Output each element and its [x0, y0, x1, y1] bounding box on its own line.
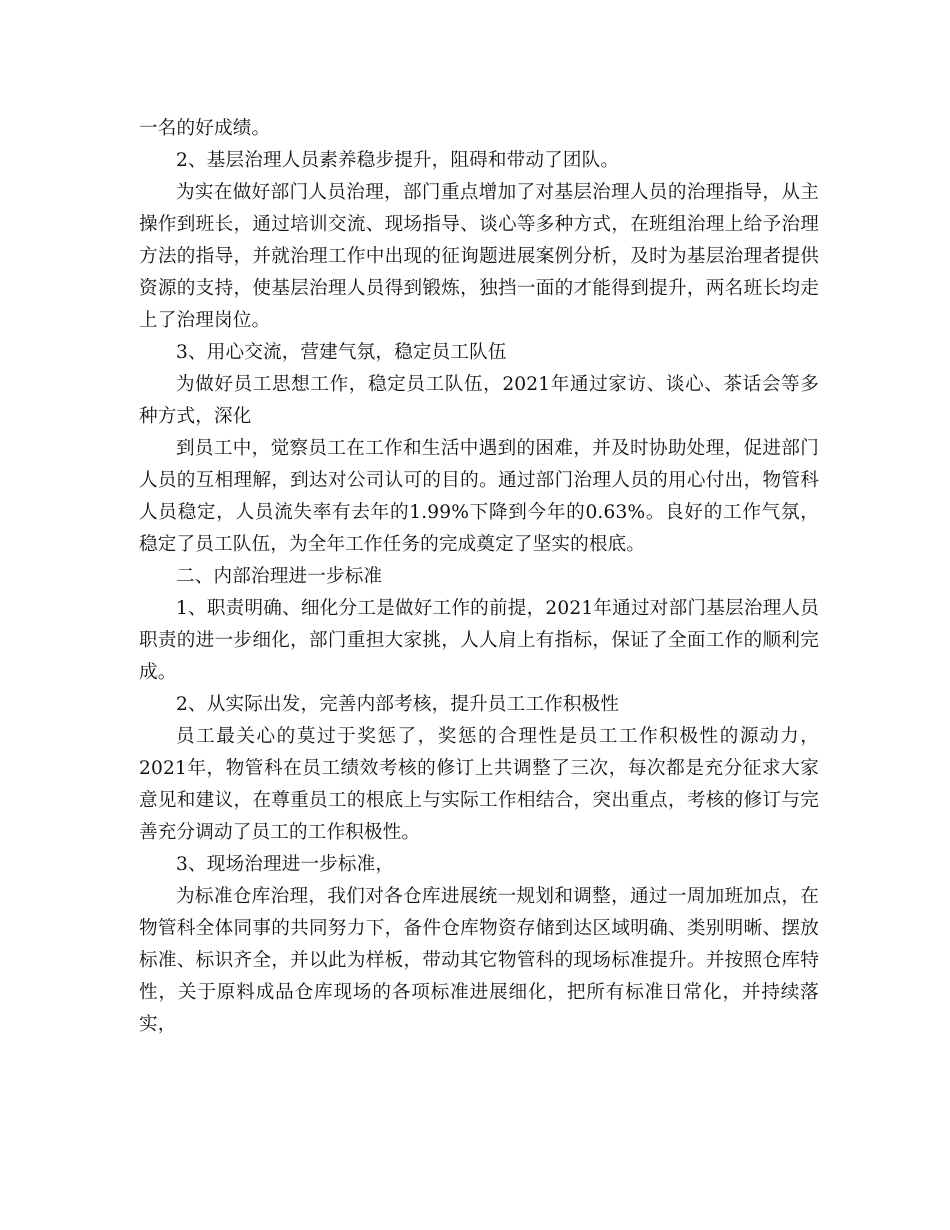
paragraph-2-1-responsibilities: 1、职责明确、细化分工是做好工作的前提，2021年通过对部门基层治理人员职责的进一步细化，部门重担大家挑，人人肩上有指标，保证了全面工作的顺利完成。 — [139, 598, 819, 683]
subheading-1-3: 3、用心交流，营建气氛，稳定员工队伍 — [176, 342, 507, 363]
paragraph-employee-stability: 到员工中，觉察员工在工作和生活中遇到的困难，并及时协助处理，促进部门人员的互相理解，到达对公司认可的目的。通过部门治理人员的用心付出，物管科人员稳定，人员流失率有去年的1.99%下降到今年的0.63%。良好的工作气氛，稳定了员工队伍，为全年工作任务的完成奠定了坚实的根底。 — [139, 438, 819, 555]
paragraph-employee-thought-work: 为做好员工思想工作，稳定员工队伍，2021年通过家访、谈心、茶话会等多种方式，深化 — [139, 374, 819, 427]
paragraph-warehouse-management: 为标准仓库治理，我们对各仓库进展统一规划和调整，通过一周加班加点，在物管科全体同事的共同努力下，备件仓库物资存储到达区域明确、类别明晰、摆放标准、标识齐全，并以此为样板，带动其它物管科的现场标准提升。并按照仓库特性，关于原料成品仓库现场的各项标准进展细化，把所有标准日常化，并持续落实， — [139, 886, 819, 1035]
paragraph-management-guidance: 为实在做好部门人员治理，部门重点增加了对基层治理人员的治理指导，从主操作到班长，通过培训交流、现场指导、谈心等多种方式，在班组治理上给予治理方法的指导，并就治理工作中出现的征询题进展案例分析，及时为基层治理者提供资源的支持，使基层治理人员得到锻炼，独挡一面的才能得到提升，两名班长均走上了治理岗位。 — [139, 182, 819, 331]
heading-section-2: 二、内部治理进一步标准 — [176, 566, 383, 587]
paragraph-continuation: 一名的好成绩。 — [139, 118, 271, 139]
document-body — [139, 113, 819, 1041]
subheading-2-3: 3、现场治理进一步标准， — [176, 854, 395, 875]
subheading-1-2: 2、基层治理人员素养稳步提升，阻碍和带动了团队。 — [176, 150, 620, 171]
subheading-2-2: 2、从实际出发，完善内部考核，提升员工工作积极性 — [176, 694, 620, 715]
paragraph-performance-assessment: 员工最关心的莫过于奖惩了，奖惩的合理性是员工工作积极性的源动力，2021年，物管科在员工绩效考核的修订上共调整了三次，每次都是充分征求大家意见和建议，在尊重员工的根底上与实际工作相结合，突出重点，考核的修订与完善充分调动了员工的工作积极性。 — [139, 726, 819, 843]
